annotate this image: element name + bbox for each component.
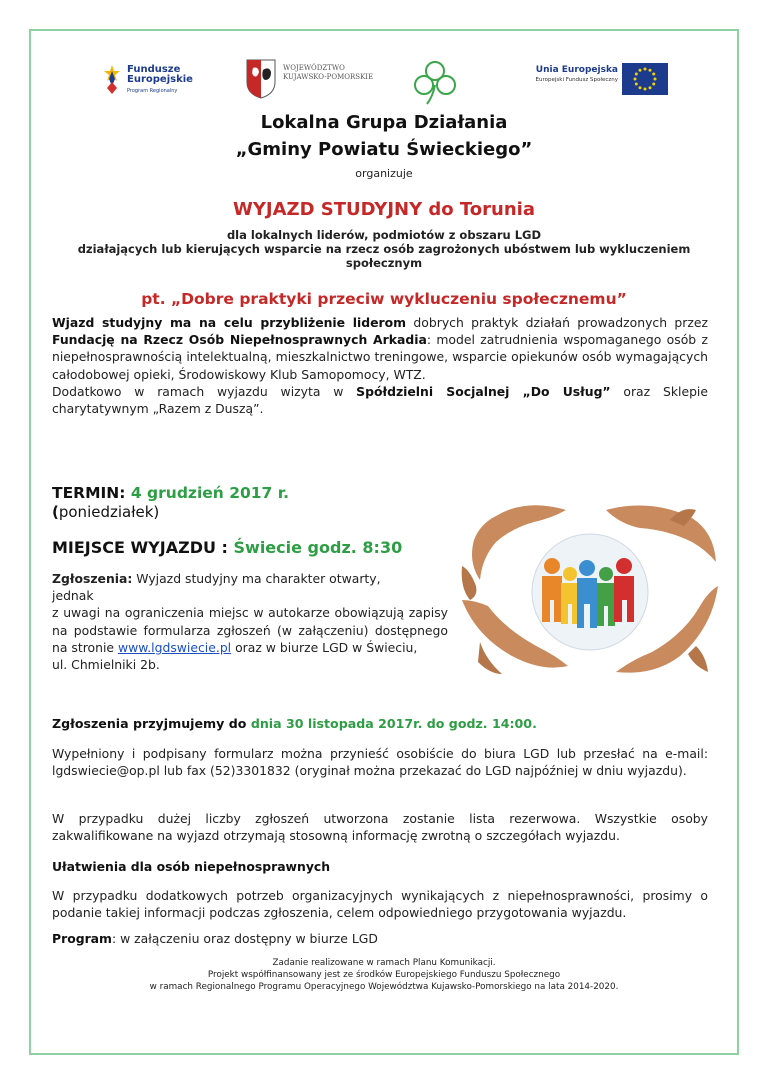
zgl-label: Zgłoszenia: bbox=[52, 571, 133, 586]
termin-day bbox=[52, 503, 159, 521]
accessibility-paragraph bbox=[52, 887, 708, 921]
termin-line bbox=[52, 484, 289, 502]
termin-weekday: poniedziałek) bbox=[58, 503, 160, 521]
organizuje-text: organizuje bbox=[355, 167, 413, 180]
termin-label: TERMIN: bbox=[52, 484, 126, 502]
accessibility-heading: Ułatwienia dla osób niepełnosprawnych bbox=[52, 859, 331, 874]
zgl-text4: oraz w biurze LGD w Świeciu, bbox=[231, 639, 418, 655]
zgl-text3: z uwagi na ograniczenia miejsc w autokarze obowiązują zapisy na podstawie formularza zgłoszeń (w załączeniu) dostępnego na stronie bbox=[52, 605, 448, 655]
intro-bold3: Spółdzielni Socjalnej „Do Usług” bbox=[356, 383, 611, 399]
wojewodztwo-logo bbox=[245, 58, 374, 108]
intro-bold1: Wjazd studyjny ma na celu przybliżenie liderom bbox=[52, 315, 407, 330]
intro-bold2: Fundację na Rzecz Osób Niepełnosprawnych Arkadia bbox=[52, 332, 427, 348]
zgl-text1: Wyjazd studyjny ma charakter otwarty, bbox=[132, 571, 381, 586]
intro-text1: dobrych praktyk działań prowadzonych przez bbox=[406, 315, 708, 330]
lgd-clover-logo bbox=[413, 60, 457, 110]
zgloszenia-paragraph bbox=[52, 570, 448, 673]
reserve-list-paragraph bbox=[52, 810, 708, 844]
woj-line2: KUJAWSKO-POMORSKIE bbox=[283, 73, 374, 81]
deadline-line bbox=[52, 716, 537, 731]
zgl-text2: jednak bbox=[52, 588, 94, 604]
lgd-website-link[interactable]: www.lgdswiecie.pl bbox=[117, 639, 232, 655]
program-label: Program bbox=[52, 931, 112, 946]
footer-line3: w ramach Regionalnego Programu Operacyjnego Województwa Kujawsko-Pomorskiego na lata 2014-2020. bbox=[149, 982, 619, 992]
event-title: WYJAZD STUDYJNY do Torunia bbox=[233, 199, 535, 220]
intro-paragraph bbox=[52, 314, 708, 417]
audience-line2: działających lub kierujących wsparcie na rzecz osób zagrożonych ubóstwem lub wykluczeniem bbox=[77, 242, 691, 256]
termin-paren: ( bbox=[52, 503, 59, 521]
event-subtitle: pt. „Dobre praktyki przeciw wykluczeniu społecznemu” bbox=[141, 290, 627, 308]
fe-star-icon bbox=[101, 62, 123, 96]
accessibility-text: W przypadku dodatkowych potrzeb organizacyjnych wynikających z niepełnosprawności, prosimy o podanie takiej informacji podczas zgłoszenia, celem odpowiedniego przygotowania wyjazdu. bbox=[52, 888, 708, 921]
footer-line2: Projekt współfinansowany jest ze środków Europejskiego Funduszu Społecznego bbox=[207, 970, 561, 980]
footer bbox=[0, 957, 768, 993]
hands-people-illustration bbox=[456, 496, 720, 686]
eu-flag-icon bbox=[622, 63, 668, 95]
deadline-label: Zgłoszenia przyjmujemy do bbox=[52, 716, 251, 731]
miejsce-value: Świecie godz. 8:30 bbox=[233, 538, 403, 557]
fe-sub: Program Regionalny bbox=[127, 88, 178, 94]
program-paragraph bbox=[52, 930, 708, 947]
coat-of-arms-icon bbox=[245, 58, 277, 100]
logo-bar bbox=[95, 58, 685, 108]
fe-line2: Europejskie bbox=[127, 74, 193, 85]
intro-text4: oraz Sklepie charytatywnym „Razem z Duszą”. bbox=[52, 383, 708, 417]
reserve-list-text: W przypadku dużej liczby zgłoszeń utworzona zostanie lista rezerwowa. Wszystkie osoby zakwalifikowane na wyjazd otrzymają stosowną informację zwrotną o szczegółach wyjazdu. bbox=[52, 811, 708, 844]
ue-sub: Europejski Fundusz Społeczny bbox=[535, 77, 618, 83]
intro-text2: : model zatrudnienia wspomaganego osób z niepełnosprawnością intelektualną, mieszkalnictwo treningowe, wsparcie opiekunów osób wymagających całodobowej opieki, Środowiskowy Klub Samopomocy, WTZ. bbox=[52, 332, 709, 382]
woj-line1: WOJEWÓDZTWO bbox=[283, 64, 345, 72]
miejsce-label: MIEJSCE WYJAZDU : bbox=[52, 538, 228, 557]
ue-title: Unia Europejska bbox=[535, 65, 618, 75]
footer-line1: Zadanie realizowane w ramach Planu Komunikacji. bbox=[272, 958, 496, 968]
organizer-line1: Lokalna Grupa Działania bbox=[260, 112, 508, 133]
submission-paragraph bbox=[52, 745, 708, 779]
organizer-line2: „Gminy Powiatu Świeckiego” bbox=[235, 139, 533, 160]
submission-text: Wypełniony i podpisany formularz można przynieść osobiście do biura LGD lub przesłać na e-mail: lgdswiecie@op.pl lub fax (52)3301832 (oryginał można przekazać do LGD najpóźniej w dniu wyjazdu). bbox=[52, 746, 708, 779]
miejsce-line bbox=[52, 538, 402, 557]
audience-line3: społecznym bbox=[345, 256, 423, 270]
zgl-text5: ul. Chmielniki 2b. bbox=[52, 657, 160, 673]
clover-icon bbox=[413, 60, 457, 106]
program-text: : w załączeniu oraz dostępny w biurze LGD bbox=[111, 931, 378, 946]
fe-line1: Fundusze bbox=[127, 64, 181, 75]
fundusze-europejskie-logo bbox=[101, 62, 193, 112]
event-audience bbox=[60, 228, 708, 270]
audience-line1: dla lokalnych liderów, podmiotów z obszaru LGD bbox=[226, 228, 542, 242]
deadline-value: dnia 30 listopada 2017r. do godz. 14:00. bbox=[250, 716, 537, 731]
termin-date: 4 grudzień 2017 r. bbox=[130, 484, 290, 502]
intro-text3: Dodatkowo w ramach wyjazdu wizyta w bbox=[52, 383, 357, 399]
